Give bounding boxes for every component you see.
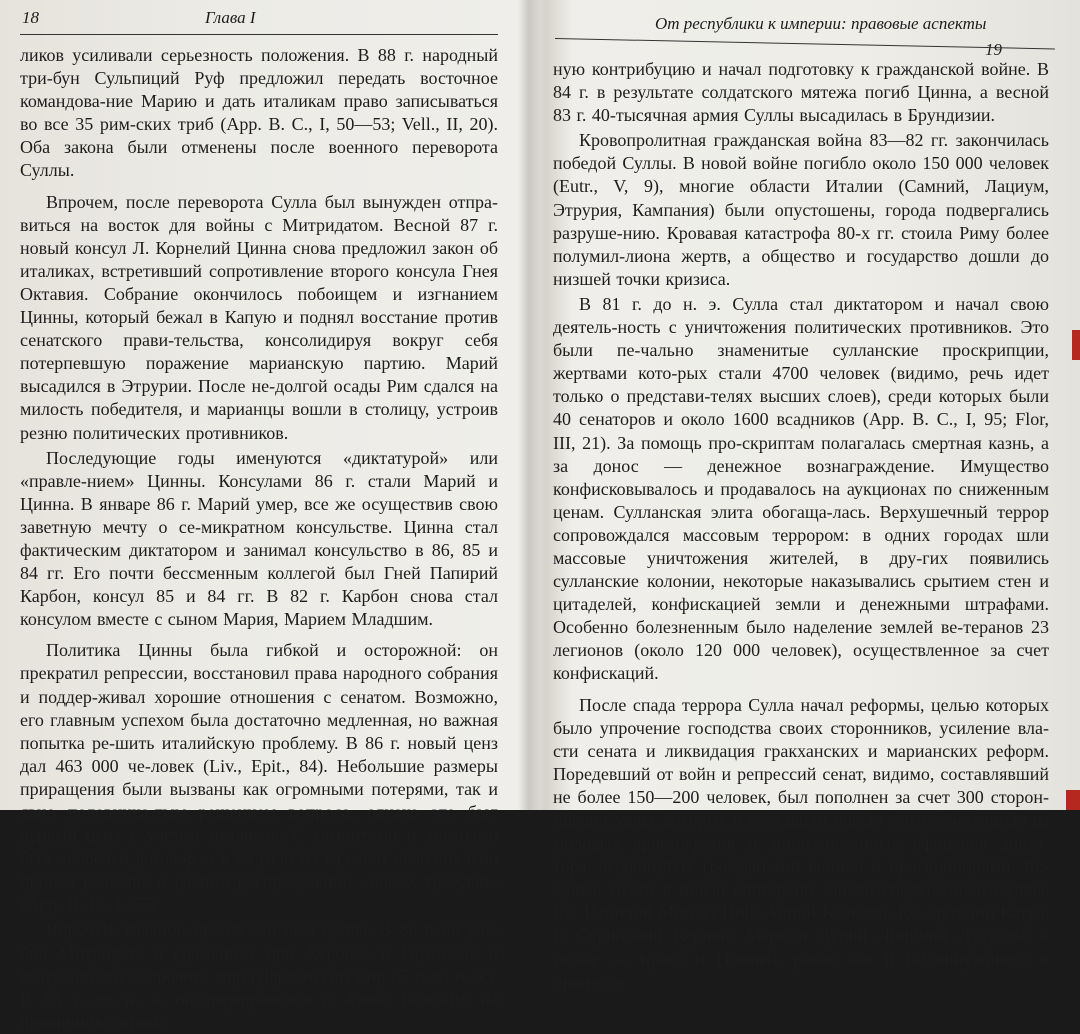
paragraph: ликов усиливали серьезность положения. В 88 г. народный три-бун Сульпиций Руф предложил передать восточное командова-ние Марию и дать италикам право записываться во все 35 рим-ских триб (App. B. C., I, 50—53; Vell., II, 20). Оба закона были отменены после военного переворота Суллы.: [20, 45, 498, 181]
page-edge-marker: [1066, 790, 1080, 810]
right-page: [535, 0, 1080, 992]
chapter-heading: Глава I: [205, 8, 256, 27]
section-heading: От республики к империи: правовые аспекты: [655, 14, 987, 33]
page-number: 19: [985, 40, 1002, 59]
paragraph: После спада террора Сулла начал реформы, целью которых было упрочение господства своих сторонников, усиление вла-сти сената и ликвидация гракханских и марианских реформ. Поредевший от войн и репрессий сенат, видимо, составлявший не более 150—200 человек, был пополнен за счет 300 сторон-ников Суллы, которые и составили новую элиту, состоящую из молодых аристократов и многочисленных офицеров дикта-тора, выдвинутых гражданской войной и проскрипциями. Ве-дущее место в новой олигархии заняли сподвижники Суллы, Кв. Цецилий Метелл Пий, Аппий Клавдий, Кв. Лутаций Катул, Г. Скрибоний Курион, Марк и Луций Лициний Лукуллы, а позже — Красс и Помпей, равно как и выдвинувшиеся в процессе: [553, 694, 1049, 992]
paragraph: ную контрибуцию и начал подготовку к гражданской войне. В 84 г. в результате солдатского мятежа погиб Цинна, а весной 83 г. 40-тысячная армия Суллы высадилась в Брундизии.: [553, 59, 1049, 126]
left-page: [0, 0, 520, 1032]
header-rule: [20, 34, 498, 35]
left-page-body: [20, 44, 498, 1034]
header-rule: [555, 38, 1055, 49]
page-edge-marker: [1072, 330, 1080, 360]
page-number: 18: [22, 8, 39, 27]
paragraph: Впрочем, главной проблемой был Сулла. В 86 г. он раз-бил Митридата в сражениях при Херонее и Орхомене и выну-дил его заключить мир (Дарданский мир 85 г. до н. э.). В 85 г. до н. э. он переправился в Азию, наложил на провинцию огром-: [20, 919, 498, 1032]
paragraph: Впрочем, после переворота Сулла был вынужден отпра-виться на восток для войны с Митридатом. Весной 87 г. новый консул Л. Корнелий Цинна снова предложил закон об италиках, встретивший сопротивление второго консула Гнея Октавия. Собрание окончилось побоищем и изгнанием Цинны, который бежал в Капую и поднял восстание против сенатского прави-тельства, консолидируя вокруг себя потерпевшую поражение марианскую партию. Марий высадился в Этрурии. После не-долгой осады Рим сдался на милость победителя, и марианцы вошли в столицу, устроив резню политических противников.: [20, 191, 498, 443]
right-page-body: [553, 58, 1049, 994]
paragraph: Политика Цинны была гибкой и осторожной: он прекратил репрессии, восстановил права народного собрания и поддер-живал хорошие отношения с сенатом. Возможно, его главным успехом была достаточно медленная, но важная попытка ре-шить италийскую проблему. В 86 г. новый ценз дал 463 000 че-ловек (Liv., Epit., 84). Небольшие размеры приращения были вызваны как огромными потерями, так и явно половинча-тым решением вопроса, однако это был первый ценз с учетом италиков. С самнитами и луканами был заключен договор, а в 84 (или 83 г.) сенат окончательно принял решение о равном распределении «новых граждан» (App. B. C., I, 77).: [20, 640, 498, 915]
paragraph: Последующие годы именуются «диктатурой» или «правле-нием» Цинны. Консулами 86 г. стали Марий и Цинна. В январе 86 г. Марий умер, все же осуществив свою заветную мечту о се-микратном консульстве. Цинна стал фактическим диктатором и занимал консульство в 86, 85 и 84 гг. Его почти бессменным коллегой был Гней Папирий Карбон, консул 85 и 84 гг. В 82 г. Карбон снова стал консулом вместе с сыном Мария, Марием Младшим.: [20, 447, 498, 630]
paragraph: Кровопролитная гражданская война 83—82 гг. закончилась победой Суллы. В новой войне погибло около 150 000 человек (Eutr., V, 9), многие области Италии (Самний, Лациум, Этрурия, Кампания) были опустошены, города подвергались разруше-нию. Кровавая катастрофа 80-х гг. стоила Риму более полумил-лиона жертв, а общество и государство дошли до низшей точки кризиса.: [553, 130, 1049, 289]
paragraph: В 81 г. до н. э. Сулла стал диктатором и начал свою деятель-ность с уничтожения политических противников. Это были пе-чально знаменитые сулланские проскрипции, жертвами кото-рых стали 4700 человек (видимо, речь идет только о представи-телях высших слоев), среди которых были 40 сенаторов и около 1600 всадников (App. B. C., I, 95; Flor, III, 21). За помощь про-скриптам полагалась смертная казнь, а за донос — денежное вознаграждение. Имущество конфисковывалось и продавалось на аукционах по сниженным ценам. Сулланская элита обогаща-лась. Верхушечный террор сопровождался массовым террором: в одних городах шли массовые уничтожения жителей, в дру-гих появились сулланские колонии, некоторые наказывались срытием стен и цитаделей, конфискацией земли и денежными штрафами. Особенно болезненным было наделение землей ве-теранов 23 легионов (около 120 000 человек), осуществленное за счет конфискаций.: [553, 293, 1049, 684]
